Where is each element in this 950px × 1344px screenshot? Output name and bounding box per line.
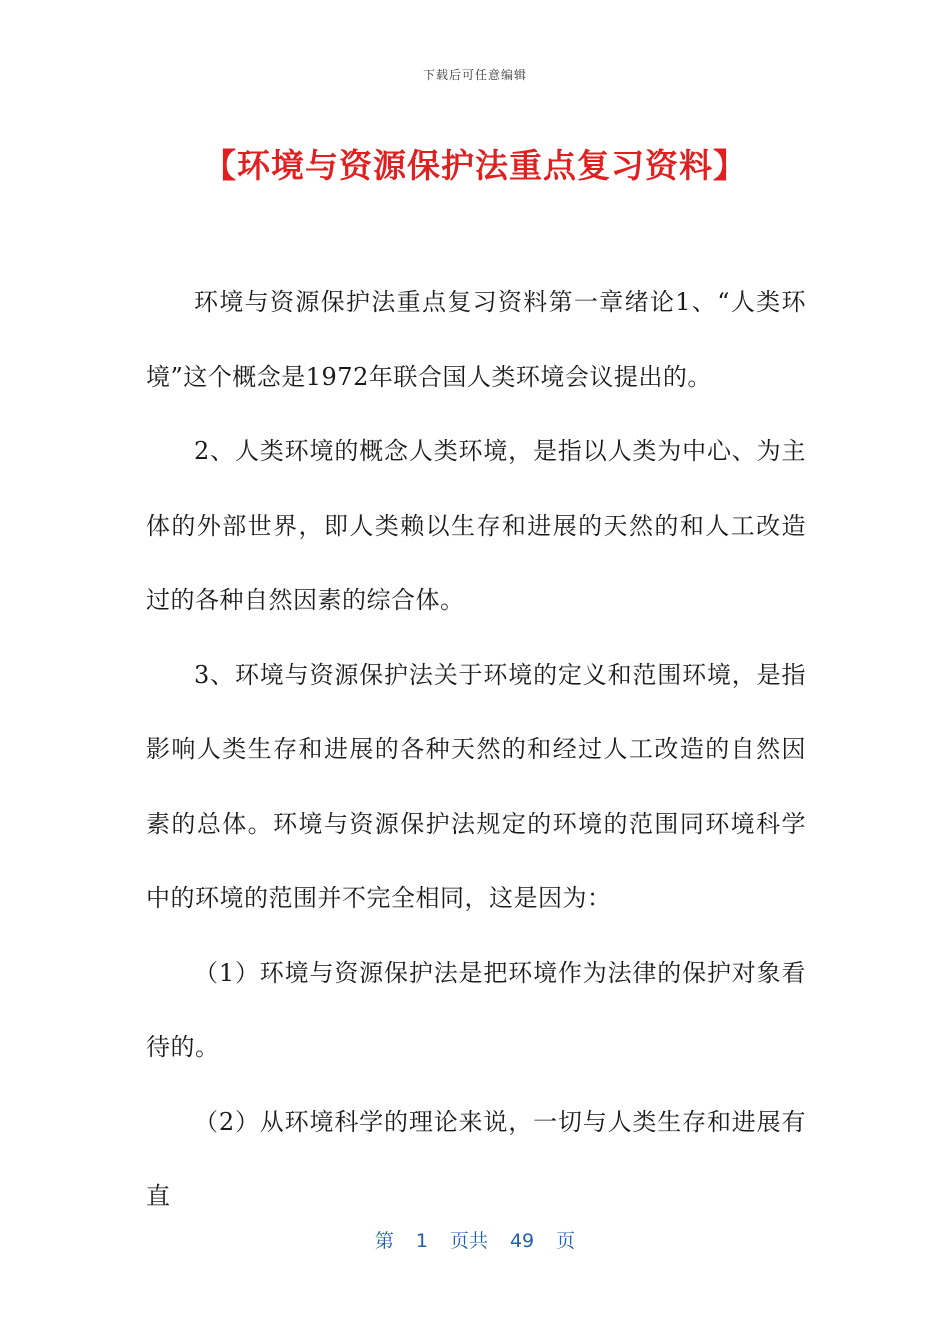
header-note: 下载后可任意编辑 bbox=[422, 68, 527, 82]
page-middle-label: 页共 bbox=[449, 1230, 488, 1252]
paragraph-3: 3、环境与资源保护法关于环境的定义和范围环境，是指影响人类生存和进展的各种天然的和经过人工改造的自然因素的总体。环境与资源保护法规定的环境的范围同环境科学中的环境的范围并不完全相同，这是因为： bbox=[146, 660, 806, 912]
document-body bbox=[146, 265, 806, 1234]
paragraph-4: （1）环境与资源保护法是把环境作为法律的保护对象看待的。 bbox=[146, 958, 806, 1061]
page-footer bbox=[0, 1226, 950, 1253]
paragraph-2: 2、人类环境的概念人类环境，是指以人类为中心、为主体的外部世界，即人类赖以生存和进展的天然的和人工改造过的各种自然因素的综合体。 bbox=[146, 437, 806, 614]
total-pages-number: 49 bbox=[509, 1230, 535, 1252]
document-title: 【环境与资源保护法重点复习资料】 bbox=[203, 146, 747, 185]
paragraph-1: 环境与资源保护法重点复习资料第一章绪论1、“人类环境”这个概念是1972年联合国人类环境会议提出的。 bbox=[146, 288, 806, 391]
page-prefix: 第 bbox=[374, 1230, 394, 1252]
current-page-number: 1 bbox=[415, 1230, 428, 1252]
page-suffix: 页 bbox=[556, 1230, 576, 1252]
paragraph-5: （2）从环境科学的理论来说，一切与人类生存和进展有直 bbox=[146, 1107, 806, 1210]
